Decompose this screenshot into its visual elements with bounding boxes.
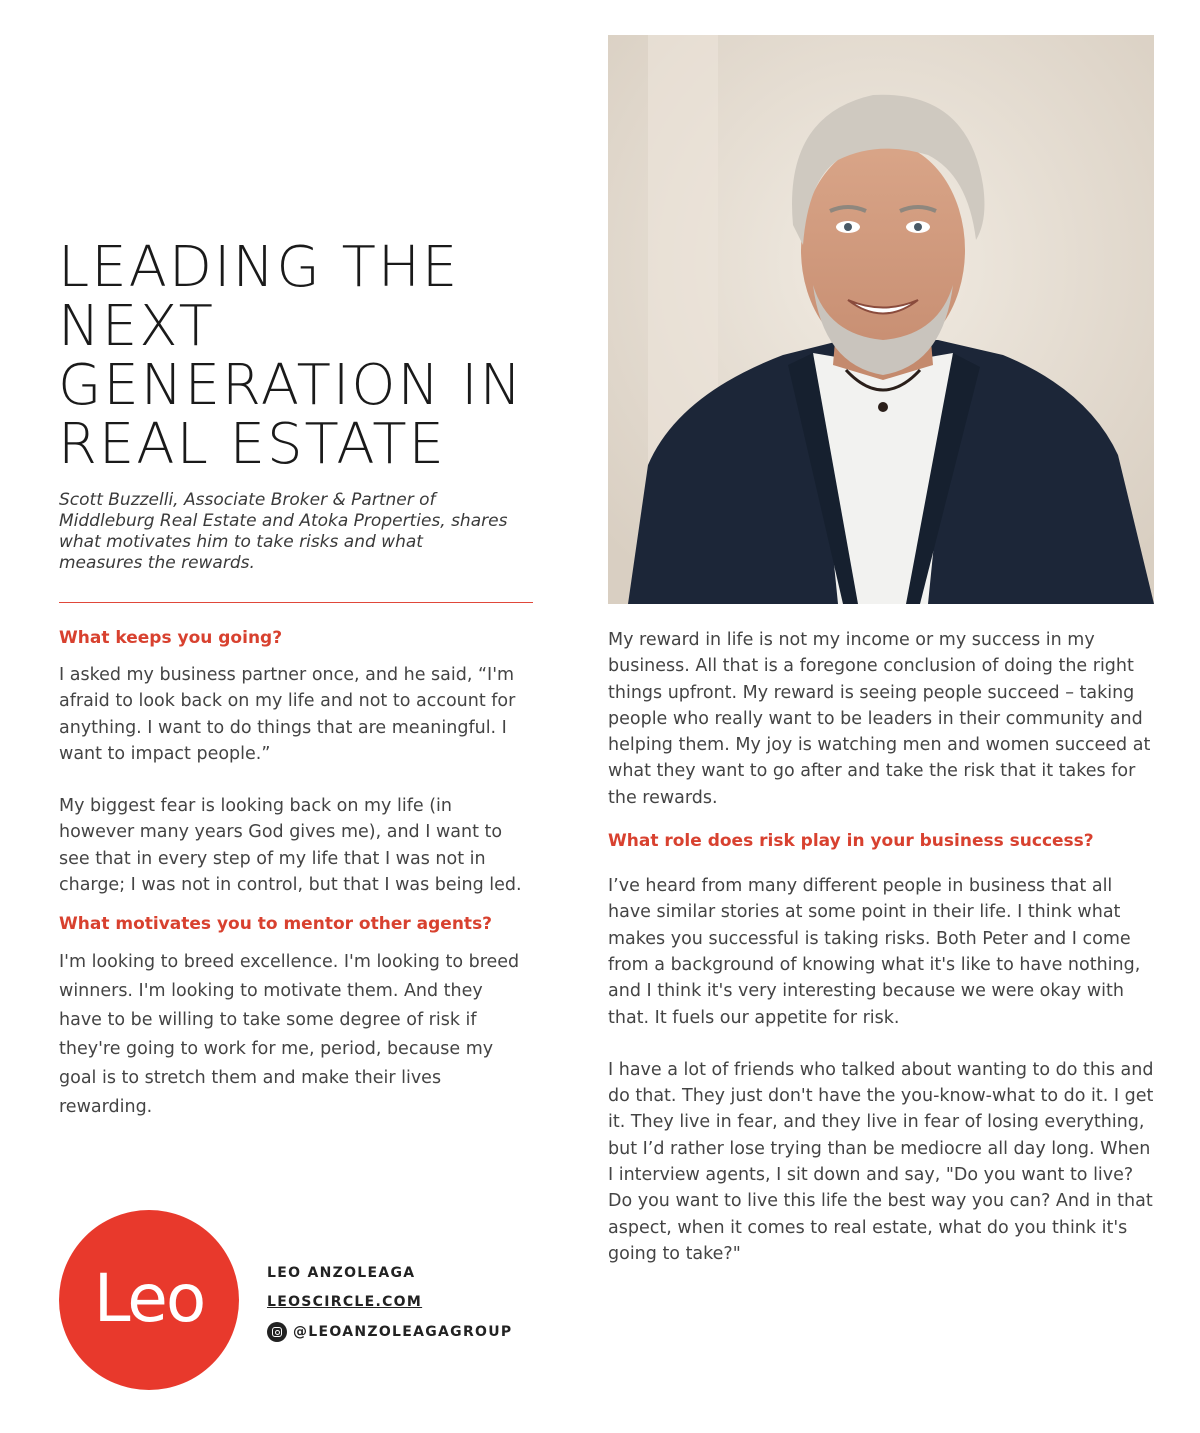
instagram-handle[interactable] bbox=[267, 1322, 512, 1342]
question-role-of-risk: What role does risk play in your business success? bbox=[608, 831, 1094, 852]
question-what-keeps-you-going: What keeps you going? bbox=[59, 628, 283, 648]
instagram-icon bbox=[267, 1322, 287, 1342]
title-line-2: NEXT bbox=[58, 294, 215, 359]
answer-paragraph: My biggest fear is looking back on my life (in however many years God gives me), and I want to see that in every step of my life that I was not in charge; I was not in control, but that I was being led. bbox=[59, 796, 522, 896]
portrait-photo bbox=[608, 35, 1154, 604]
title-line-1: LEADING THE bbox=[58, 235, 460, 300]
instagram-text: @LEOANZOLEAGAGROUP bbox=[293, 1324, 513, 1340]
title-line-3: GENERATION IN bbox=[58, 353, 524, 418]
answer-paragraph: My reward in life is not my income or my success in my business. All that is a foregone conclusion of doing the right things upfront. My reward is seeing people succeed – taking people who really want to be leaders in their community and helping them. My joy is watching men and women succeed at what they want to go after and take the risk that it takes for the rewards. bbox=[608, 630, 1151, 808]
article-title bbox=[58, 235, 578, 477]
leo-logo bbox=[59, 1210, 239, 1390]
answer-paragraph: I have a lot of friends who talked about wanting to do this and do that. They just don't have the you-know-what to do it. I get it. They live in fear, and they live in fear of losing everything, but I’d rather lose trying than be mediocre all day long. When I interview agents, I sit down and say, "Do you want to live? Do you want to live this life the best way you can? And in that aspect, when it comes to real estate, what do you think it's going to take?" bbox=[608, 1059, 1154, 1264]
contact-name: LEO ANZOLEAGA bbox=[267, 1265, 416, 1281]
answer-paragraph: I'm looking to breed excellence. I'm looking to breed winners. I'm looking to motivate them. And they have to be willing to take some degree of risk if they're going to work for me, period, because my goal is to stretch them and make their lives rewarding. bbox=[59, 952, 520, 1118]
answer-paragraph: I’ve heard from many different people in business that all have similar stories at some point in their life. I think what makes you successful is taking risks. Both Peter and I come from a background of knowing what it's like to have nothing, and I think it's very interesting because we were okay with that. It fuels our appetite for risk. bbox=[608, 876, 1141, 1028]
answer-paragraph: I asked my business partner once, and he said, “I'm afraid to look back on my life and not to account for anything. I want to do things that are meaningful. I want to impact people.” bbox=[59, 665, 516, 764]
logo-text: Leo bbox=[93, 1259, 205, 1337]
article-subtitle: Scott Buzzelli, Associate Broker & Partner of Middleburg Real Estate and Atoka Properties, shares what motivates him to take risks and what measures the rewards. bbox=[59, 490, 508, 573]
divider-rule bbox=[59, 602, 533, 603]
portrait-illustration bbox=[608, 35, 1154, 604]
website-link[interactable]: LEOSCIRCLE.COM bbox=[267, 1294, 423, 1310]
question-mentor-agents: What motivates you to mentor other agents? bbox=[59, 914, 493, 935]
right-column bbox=[608, 627, 1156, 1267]
title-line-4: REAL ESTATE bbox=[58, 412, 446, 477]
left-column bbox=[59, 628, 531, 1122]
